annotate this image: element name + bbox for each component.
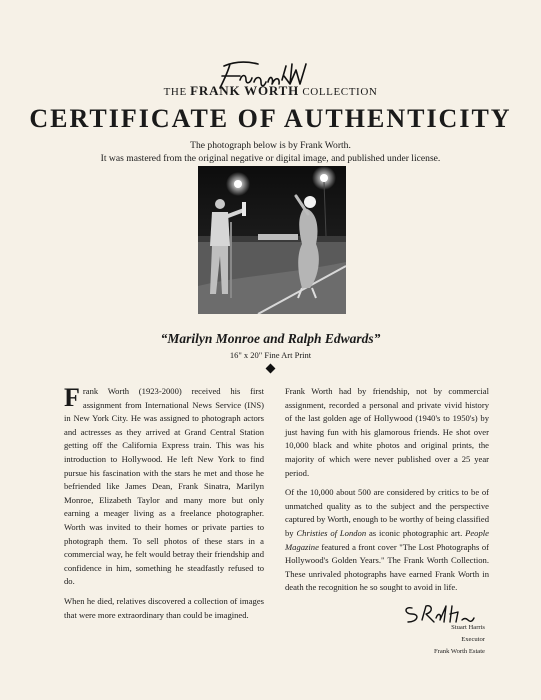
people-magazine-italic: People Magazine	[285, 527, 489, 552]
right-p2-text-e: featured a front cover "The Lost Photographs of Hollywood's Golden Years." The Frank Worth Collection. These unrivaled photographs have earned Frank Worth in death the recognition he so sought to avoid in life.	[285, 541, 489, 593]
intro-text	[0, 139, 541, 165]
right-paragraph-2	[285, 486, 489, 595]
intro-line-2: It was mastered from the original negative or digital image, and published under license.	[100, 153, 441, 164]
collection-line	[0, 83, 541, 99]
photo-caption-subtitle: 16" x 20" Fine Art Print	[229, 350, 312, 360]
left-paragraph-1	[64, 385, 264, 589]
photograph	[198, 166, 346, 314]
estate-name: Frank Worth Estate	[434, 648, 485, 655]
diamond-divider-icon	[266, 364, 276, 374]
certificate-title: CERTIFICATE OF AUTHENTICITY	[29, 104, 512, 133]
left-paragraph-2: When he died, relatives discovered a collection of images that were more extraordinary than could be imagined.	[64, 595, 264, 620]
body-right-column	[285, 385, 489, 601]
right-p2-text-c: as iconic photographic art.	[366, 527, 466, 538]
right-paragraph-1: Frank Worth had by friendship, not by commercial assignment, recorded a personal and private vivid history of the last golden age of Hollywood (1940's to 1950's) by just having fun with his glamorous friends. He shot over 10,000 black and white photos and original prints, the majority of which were never published over a 25 year period.	[285, 386, 489, 478]
executor-name: Stuart Harris	[451, 624, 485, 631]
drop-cap: F	[64, 383, 80, 412]
collection-prefix: THE	[163, 86, 187, 98]
photo-illustration	[198, 166, 346, 314]
body-left-column	[64, 385, 264, 628]
signoff-block	[434, 622, 485, 658]
collection-suffix: COLLECTION	[302, 86, 378, 98]
right-p2-text-a: Of the 10,000 about 500 are considered by critics to be of unmatched quality as to the subject and the perspective captured by Worth, enough to be worthy of being classified by	[285, 487, 489, 538]
collection-name: FRANK WORTH	[190, 83, 299, 98]
photo-caption-title: “Marilyn Monroe and Ralph Edwards”	[160, 331, 381, 346]
left-paragraph-1-text: rank Worth (1923-2000) received his first assignment from International News Service (INS) in New York City. He was assigned to photograph actors and actresses as they arrived at Grand Central Station getting off the California Express train. This was his introduction to Hollywood. He left New York to find pursue his fascination with the stars he met and those he befriended like James Dean, Frank Sinatra, Marilyn Monroe, Elizabeth Taylor and many more but only earning a meager living as a freelance photographer. Worth was invited to their homes or private parties to photograph them. To sell photos of these stars in a commercial way, he felt would betray their friendship and confidence in him, something he steadfastly refused to do.	[64, 386, 264, 587]
christies-italic: Christies of London	[296, 527, 367, 538]
intro-line-1: The photograph below is by Frank Worth.	[190, 140, 351, 151]
executor-role: Executor	[461, 636, 485, 643]
